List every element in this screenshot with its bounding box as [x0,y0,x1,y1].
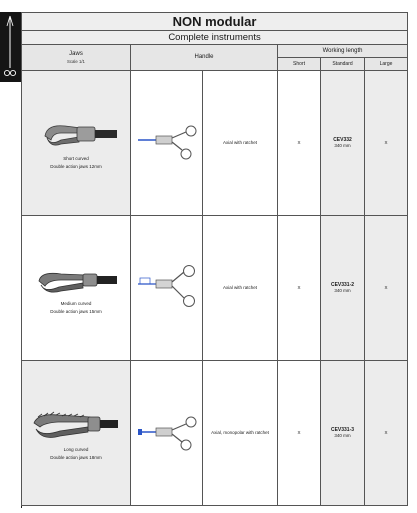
handle-type-cell: Axial with ratchet [203,216,278,361]
length-value: 340 mm [334,143,351,148]
long-curved-jaw-icon [30,405,122,443]
standard-cell [321,71,365,216]
medium-curved-jaw-icon [31,261,121,297]
page-title: NON modular [22,13,408,31]
short-mark: X [278,71,321,216]
col-working-length-header: Working length [278,45,408,58]
col-jaws-scale: Scale 1/1 [67,58,85,64]
jaw-description: Double action jaws 18mm [50,455,102,460]
instrument-sketch-icon [0,12,21,82]
instrument-table [21,12,408,506]
large-mark: X [365,216,408,361]
jaw-description: Double action jaws 15mm [50,309,102,314]
handle-image-cell [131,216,203,361]
short-curved-jaw-icon [31,116,121,152]
standard-cell [321,361,365,506]
short-mark: X [278,361,321,506]
monopolar-handle-icon [134,412,200,452]
length-value: 340 mm [334,433,351,438]
length-value: 340 mm [334,288,351,293]
handle-type-cell: Axial with ratchet [203,71,278,216]
handle-image-cell [131,71,203,216]
jaw-name: Short curved [63,156,89,161]
side-tab [0,12,21,82]
axial-handle-icon [134,264,200,310]
short-mark: X [278,216,321,361]
table-row [22,361,408,506]
col-short-header: Short [278,58,321,71]
col-jaws-label: Jaws [69,50,83,57]
jaw-name: Long curved [63,447,89,452]
product-code: CEV331-3 [330,427,355,433]
table-row [22,71,408,216]
page-subtitle: Complete instruments [22,31,408,45]
jaw-cell [22,216,131,361]
col-large-header: Large [365,58,408,71]
standard-cell [321,216,365,361]
axial-handle-icon [134,122,200,162]
jaw-description: Double action jaws 12mm [50,164,102,169]
col-jaws-header [22,45,131,71]
product-code: CEV331-2 [330,282,355,288]
table-row [22,216,408,361]
col-handle-header: Handle [131,45,278,71]
jaw-cell [22,71,131,216]
col-standard-header: Standard [321,58,365,71]
product-code: CEV332 [333,137,352,143]
jaw-cell [22,361,131,506]
handle-image-cell [131,361,203,506]
large-mark: X [365,361,408,506]
jaw-name: Medium curved [60,301,92,306]
large-mark: X [365,71,408,216]
handle-type-cell: Axial, monopolar with ratchet [203,361,278,506]
